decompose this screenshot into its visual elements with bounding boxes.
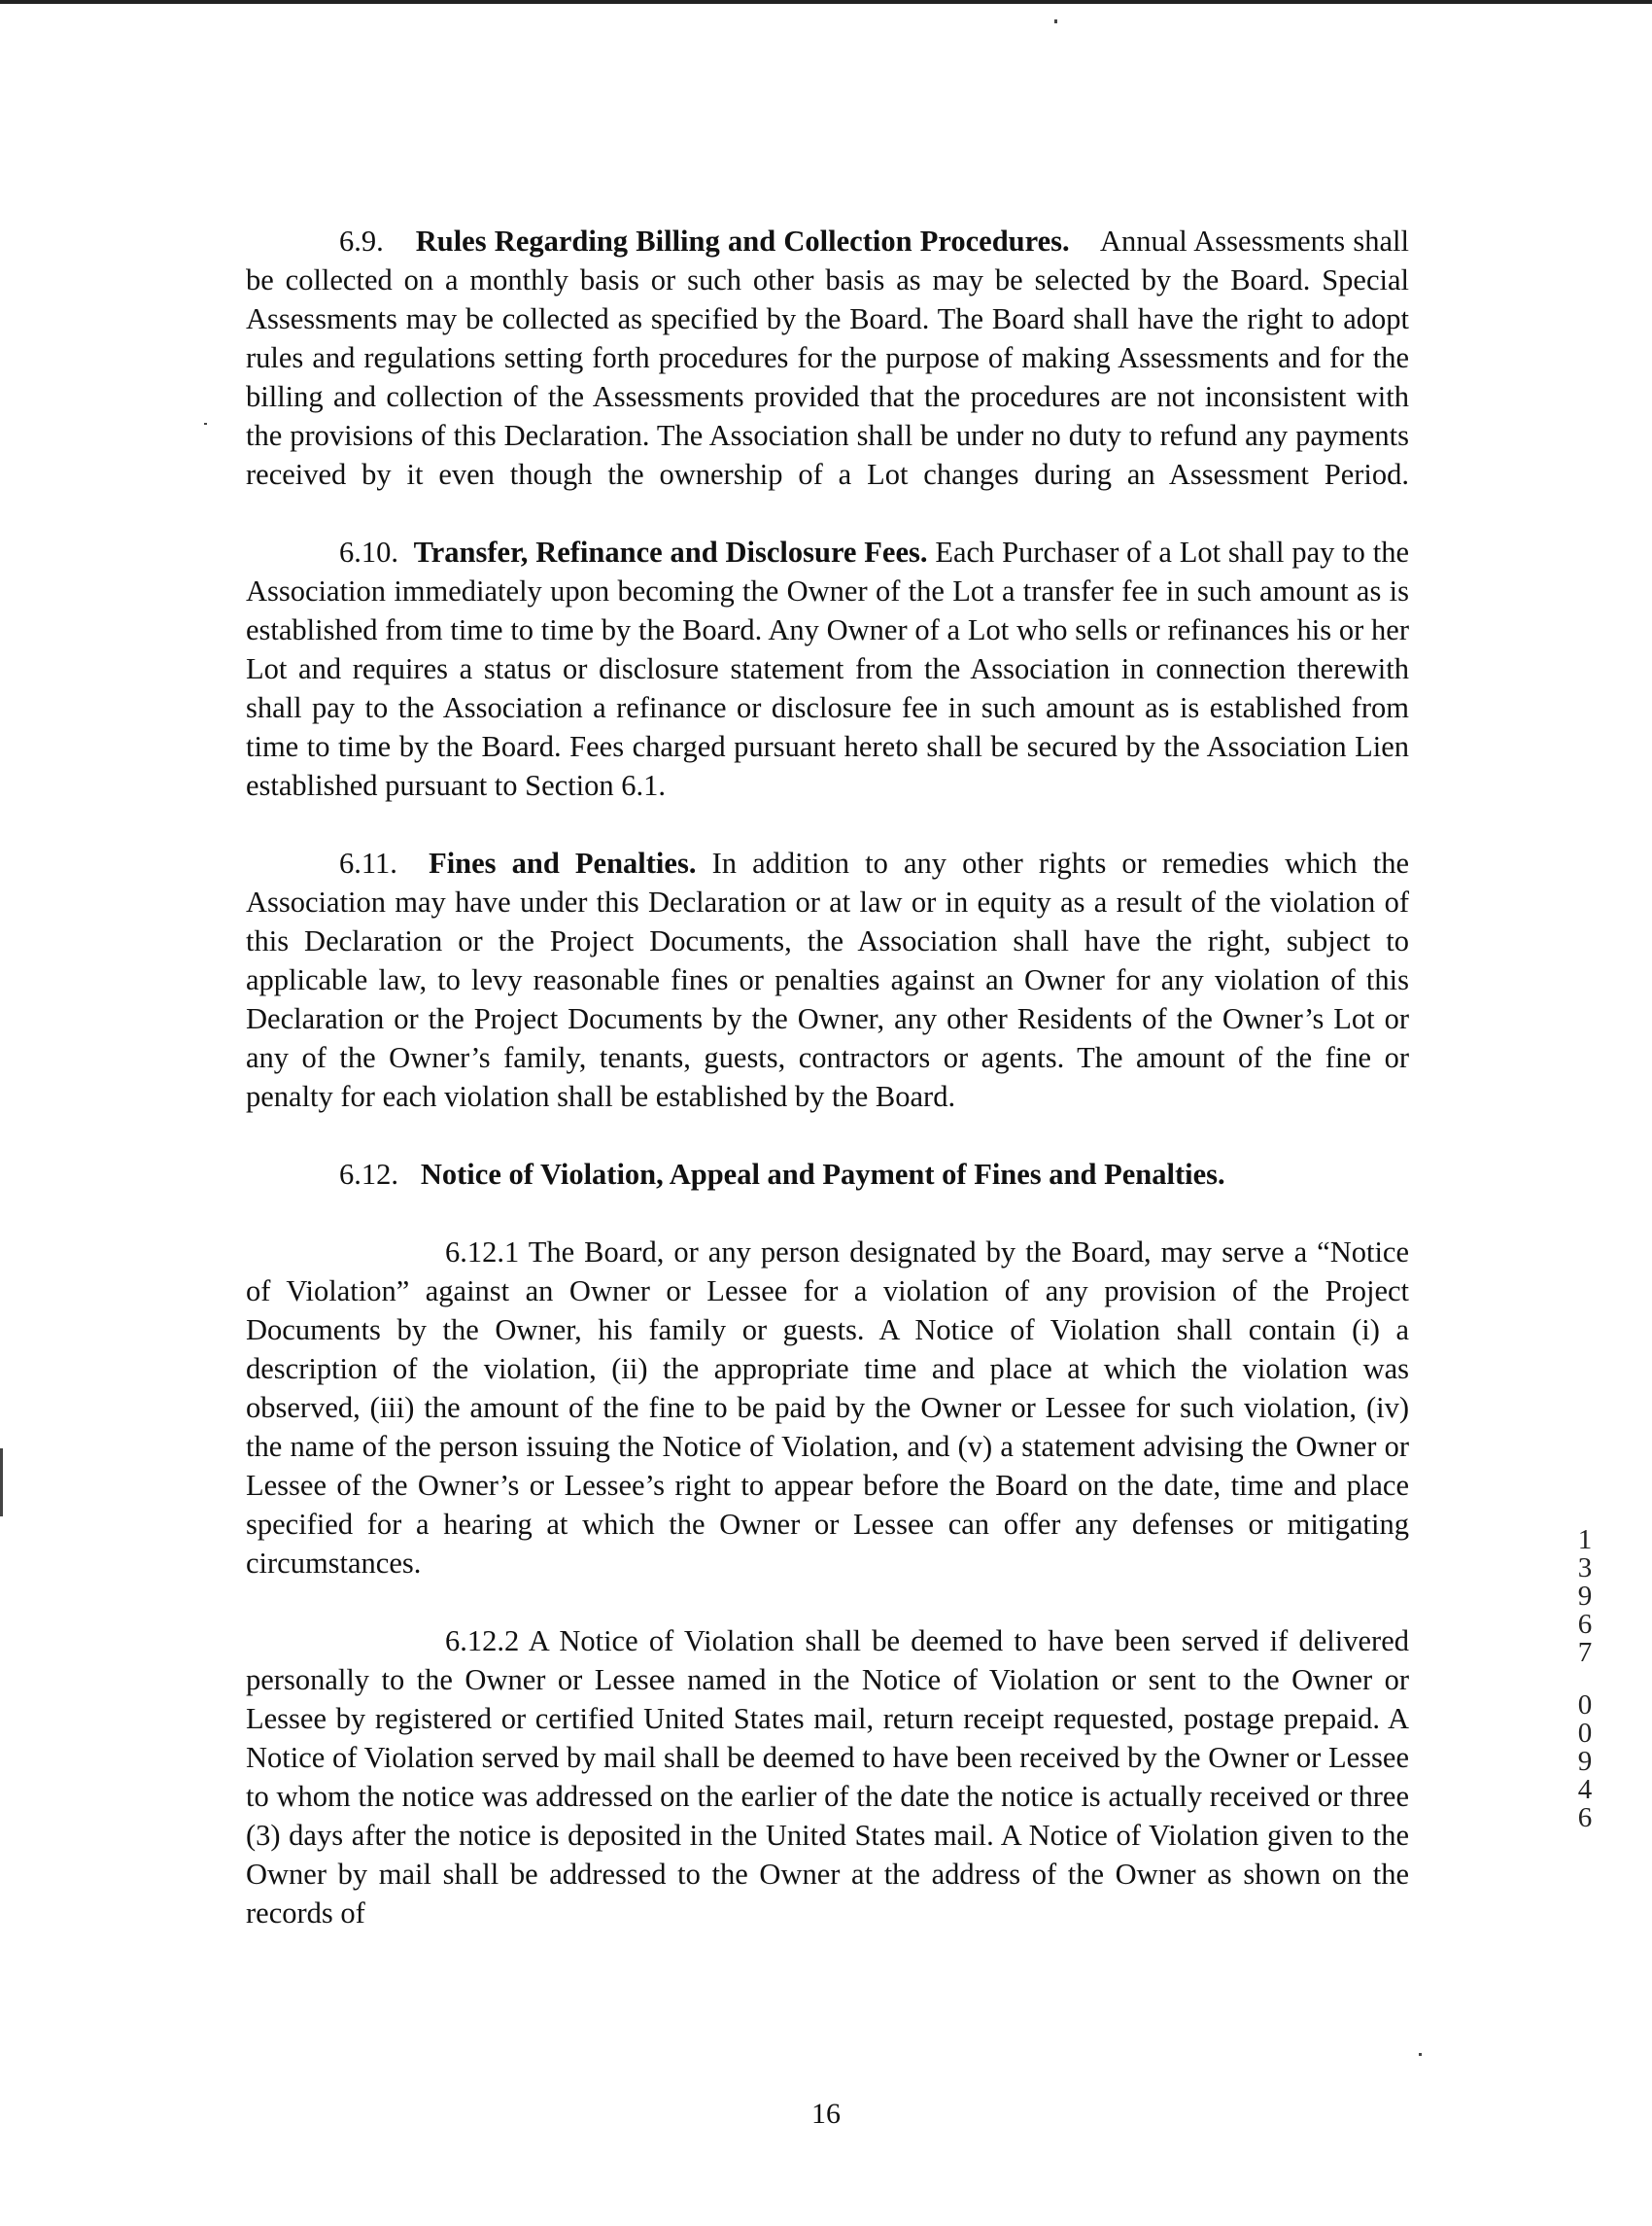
recording-digit: 4 bbox=[1577, 1774, 1593, 1805]
page-number: 16 bbox=[811, 2098, 841, 2130]
subsection-number: 6.12.1 bbox=[445, 1235, 520, 1269]
section-heading: Notice of Violation, Appeal and Payment of Fines and Penalties. bbox=[420, 1158, 1225, 1191]
subsection-body: The Board, or any person designated by the Board, may serve a “Notice of Violation” against an Owner or Lessee for a violation of any provision of the Project Documents by the Owner, his family or guests. A Notice of Violation shall contain (i) a description of the violation, (ii) the appropriate time and place at which the violation was observed, (iii) the amount of the fine to be paid by the Owner or Lessee for such violation, (iv) the name of the person issuing the Notice of Violation, and (v) a statement advising the Owner or Lessee of the Owner’s or Lessee’s right to appear before the Board on the date, time and place specified for a hearing at which the Owner or Lessee can offer any defenses or mitigating circumstances. bbox=[246, 1235, 1409, 1580]
recording-digit: 0 bbox=[1577, 1689, 1593, 1721]
scan-speck bbox=[1419, 2053, 1422, 2056]
section-heading: Rules Regarding Billing and Collection Procedures. bbox=[415, 225, 1070, 258]
recording-digit: 3 bbox=[1577, 1552, 1593, 1583]
section-6-10 bbox=[246, 533, 1409, 805]
scan-edge-mark bbox=[0, 1448, 3, 1516]
recording-spacer bbox=[1570, 1667, 1600, 1691]
section-number: 6.11. bbox=[339, 847, 397, 880]
subsection-number: 6.12.2 bbox=[445, 1624, 520, 1657]
recording-number-stamp bbox=[1570, 1526, 1600, 1832]
section-body: Each Purchaser of a Lot shall pay to the Association immediately upon becoming the Owner of the Lot a transfer fee in such amount as is established from time to time by the Board. Any Owner of a Lot who sells or refinances his or her Lot and requires a status or disclosure statement from the Association in connection therewith shall pay to the Association a refinance or disclosure fee in such amount as is established from time to time by the Board. Fees charged pursuant hereto shall be secured by the Association Lien established pursuant to Section 6.1. bbox=[246, 536, 1410, 802]
recording-digit: 0 bbox=[1577, 1718, 1593, 1749]
section-heading: Transfer, Refinance and Disclosure Fees. bbox=[413, 536, 928, 569]
section-number: 6.10. bbox=[339, 536, 398, 569]
recording-digit: 6 bbox=[1577, 1802, 1593, 1833]
section-6-11 bbox=[246, 844, 1409, 1116]
recording-digit: 6 bbox=[1577, 1609, 1593, 1640]
recording-digit: 1 bbox=[1577, 1524, 1593, 1555]
recording-digit: 7 bbox=[1577, 1637, 1593, 1668]
subsection-6-12-1 bbox=[246, 1233, 1409, 1583]
section-6-9 bbox=[246, 222, 1409, 494]
recording-digit: 9 bbox=[1577, 1746, 1593, 1777]
section-body: In addition to any other rights or remedies which the Association may have under this Declaration or at law or in equity as a result of the violation of this Declaration or the Project Documents, the Association shall have the right, subject to applicable law, to levy reasonable fines or penalties against an Owner for any violation of this Declaration or the Project Documents by the Owner, any other Residents of the Owner’s Lot or any of the Owner’s family, tenants, guests, contractors or agents. The amount of the fine or penalty for each violation shall be established by the Board. bbox=[246, 847, 1410, 1113]
section-heading: Fines and Penalties. bbox=[429, 847, 697, 880]
section-6-12 bbox=[246, 1155, 1409, 1194]
subsection-body: A Notice of Violation shall be deemed to have been served if delivered personally to the Owner or Lessee named in the Notice of Violation or sent to the Owner or Lessee by registered or certified United States mail, return receipt requested, postage prepaid. A Notice of Violation served by mail shall be deemed to have been received by the Owner or Lessee to whom the notice was addressed on the earlier of the date the notice is actually received or three (3) days after the notice is deposited in the United States mail. A Notice of Violation given to the Owner by mail shall be addressed to the Owner at the address of the Owner as shown on the records of bbox=[246, 1624, 1409, 1930]
subsection-6-12-2 bbox=[246, 1621, 1409, 1932]
document-page bbox=[246, 222, 1409, 1932]
top-border-rule bbox=[0, 0, 1652, 4]
scan-speck bbox=[204, 423, 207, 425]
section-number: 6.12. bbox=[339, 1158, 398, 1191]
section-number: 6.9. bbox=[339, 225, 384, 258]
recording-digit: 9 bbox=[1577, 1581, 1593, 1612]
scan-speck bbox=[1054, 19, 1057, 23]
section-body: Annual Assessments shall be collected on a monthly basis or such other basis as may be selected by the Board. Special Assessments may be collected as specified by the Board. The Board shall have the right to adopt rules and regulations setting forth procedures for the purpose of making Assessments and for the billing and collection of the Assessments provided that the procedures are not inconsistent with the provisions of this Declaration. The Association shall be under no duty to refund any payments received by it even though the ownership of a Lot changes during an Assessment Period. bbox=[246, 225, 1409, 491]
